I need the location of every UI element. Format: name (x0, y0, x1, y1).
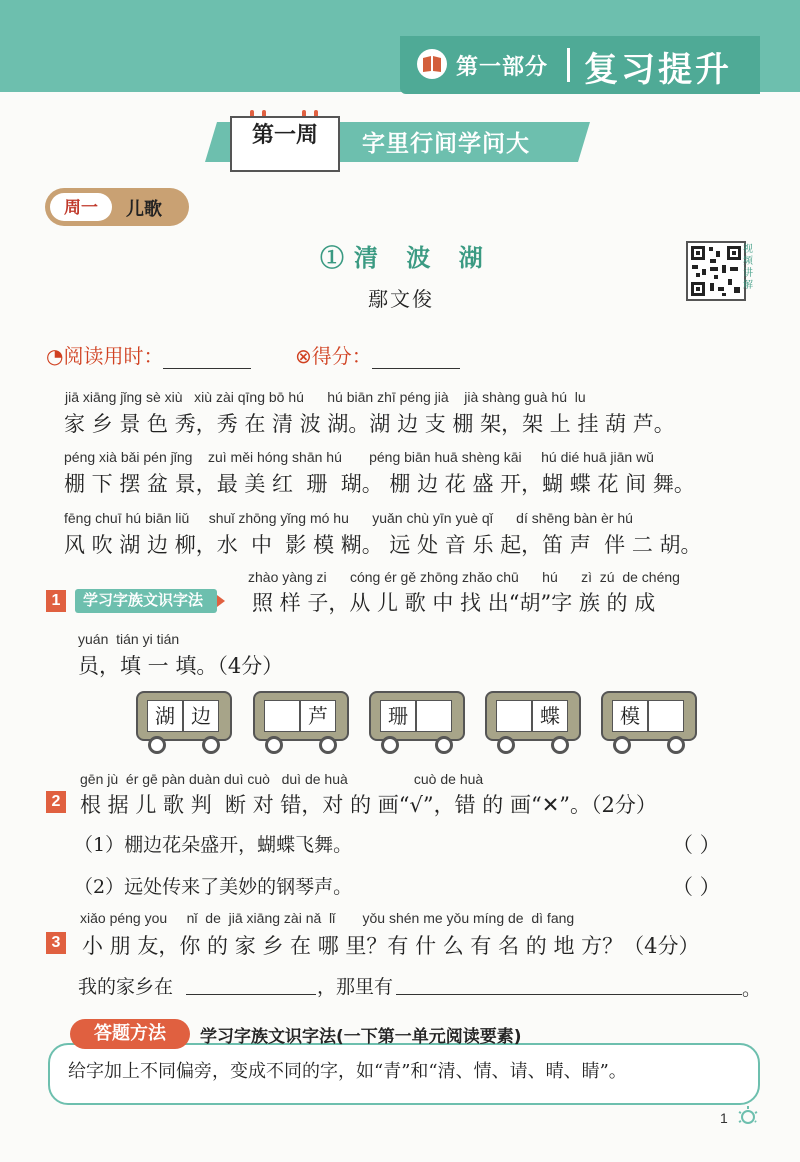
wheel-icon (667, 736, 685, 754)
day-genre: 儿歌 (126, 199, 162, 220)
pinyin-line: xiǎo péng you nǐ de jiā xiāng zài nǎ lǐ yǒu shén me yǒu míng de dì fang (80, 910, 575, 926)
wheel-icon (551, 736, 569, 754)
answer-prefix: 我的家乡在 (78, 976, 174, 998)
answer-blank[interactable] (186, 994, 316, 995)
wheel-icon (319, 736, 337, 754)
pinyin-line: péng xià bǎi pén jǐng zuì měi hóng shān hú péng biān huā shèng kāi hú dié huā jiān wǔ (64, 449, 654, 465)
poem-title: ①清 波 湖 (320, 243, 493, 272)
question-text: 根 据 儿 歌 判 断 对 错，对 的 画“√”，错 的 画“✕”。（2分） (80, 793, 657, 817)
method-title: 学习字族文识字法(一下第一单元阅读要素) (200, 1027, 522, 1047)
pinyin-line: gēn jù ér gē pàn duàn duì cuò duì de huà cuò de huà (80, 771, 484, 787)
cart-cell[interactable]: 芦 (300, 700, 336, 732)
cart-cell[interactable]: 蝶 (532, 700, 568, 732)
method-tag: 答题方法 (70, 1019, 190, 1049)
pinyin-line: jiā xiāng jǐng sè xiù xiù zài qīng bō hú hú biān zhī péng jià jià shàng guà hú lu (65, 389, 586, 405)
answer-middle: ，那里有 (317, 976, 394, 998)
wheel-icon (381, 736, 399, 754)
header-divider (567, 48, 570, 82)
check-icon: ⊗ (295, 344, 312, 368)
wheel-icon (202, 736, 220, 754)
judge-item: （1）棚边花朵盛开，蝴蝶飞舞。 (74, 834, 353, 856)
book-icon (417, 49, 447, 79)
section-title: 复习提升 (584, 50, 732, 90)
wheel-icon (148, 736, 166, 754)
question-text: 照 样 子，从 儿 歌 中 找 出“胡”字 族 的 成 (252, 591, 656, 615)
page-number: 1 (720, 1110, 728, 1126)
question-number: 1 (46, 590, 66, 612)
judge-item: （2）远处传来了美妙的钢琴声。 (74, 876, 353, 898)
cart-cell[interactable]: 湖 (147, 700, 183, 732)
day-label: 周一 (50, 193, 112, 221)
reading-time-blank[interactable] (163, 348, 251, 369)
skill-tag: 学习字族文识字法 (75, 589, 217, 613)
word-cart (485, 691, 581, 741)
question-text: 小 朋 友，你 的 家 乡 在 哪 里？有 什 么 有 名 的 地 方？（4分） (82, 934, 700, 958)
answer-paren[interactable]: （ ） (672, 833, 721, 857)
week-label: 第一周 (251, 123, 318, 148)
wheel-icon (497, 736, 515, 754)
part-label: 第一部分 (456, 55, 549, 80)
score (295, 340, 460, 369)
answer-blank[interactable] (396, 994, 742, 995)
word-cart (369, 691, 465, 741)
cart-cell[interactable]: 珊 (380, 700, 416, 732)
word-cart (601, 691, 697, 741)
question-number: 3 (46, 932, 66, 954)
cart-cell[interactable] (648, 700, 684, 732)
answer-paren[interactable]: （ ） (672, 875, 721, 899)
week-theme: 字里行间学问大 (362, 131, 530, 157)
method-text: 给字加上不同偏旁，变成不同的字，如“青”和“清、情、请、晴、睛”。 (68, 1061, 627, 1082)
reading-time (46, 340, 251, 369)
score-label: 得分： (311, 344, 372, 368)
poem-line: 棚 下 摆 盆 景，最 美 红 珊 瑚。 棚 边 花 盛 开，蝴 蝶 花 间 舞。 (64, 472, 695, 496)
wheel-icon (435, 736, 453, 754)
word-cart (253, 691, 349, 741)
clock-icon: ◔ (46, 344, 64, 368)
question-text: 员，填 一 填。（4分） (78, 654, 284, 678)
reading-time-label: 阅读用时： (63, 344, 164, 368)
pinyin-line: fēng chuī hú biān liǔ shuǐ zhōng yǐng mó hu yuǎn chù yīn yuè qǐ dí shēng bàn èr hú (64, 510, 633, 526)
qr-code-icon[interactable] (686, 241, 746, 301)
cart-cell[interactable] (264, 700, 300, 732)
sun-icon (736, 1104, 764, 1128)
score-blank[interactable] (372, 348, 460, 369)
answer-end: 。 (742, 978, 762, 1000)
question-number: 2 (46, 791, 66, 813)
poem-line: 风 吹 湖 边 柳，水 中 影 模 糊。 远 处 音 乐 起，笛 声 伴 二 胡。 (64, 533, 702, 557)
pinyin-line: yuán tián yi tián (78, 631, 180, 647)
week-label-box (230, 116, 340, 172)
cart-cell[interactable] (416, 700, 452, 732)
qr-label: 视频讲解 (743, 244, 753, 291)
cart-cell[interactable] (496, 700, 532, 732)
poem-author: 鄢文俊 (368, 287, 434, 311)
word-cart (136, 691, 232, 741)
wheel-icon (265, 736, 283, 754)
pinyin-line: zhào yàng zi cóng ér gě zhōng zhǎo chū hú zì zú de chéng (248, 569, 680, 585)
poem-line: 家 乡 景 色 秀，秀 在 清 波 湖。湖 边 支 棚 架，架 上 挂 葫 芦。 (64, 412, 675, 436)
cart-cell[interactable]: 模 (612, 700, 648, 732)
cart-cell[interactable]: 边 (183, 700, 219, 732)
wheel-icon (613, 736, 631, 754)
